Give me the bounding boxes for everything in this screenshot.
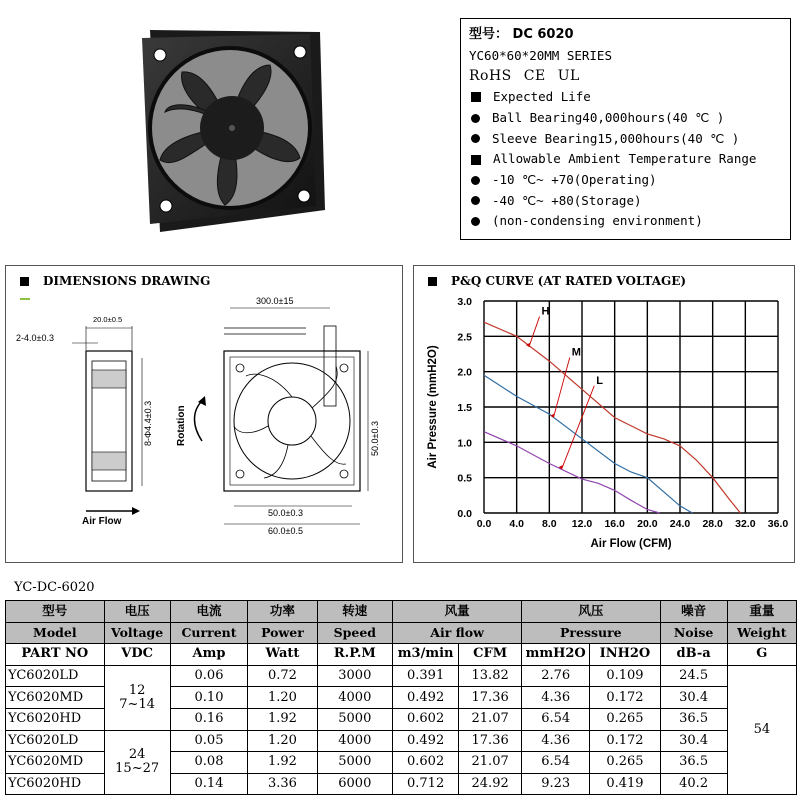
header-en: Weight bbox=[727, 622, 796, 644]
x-tick-label: 32.0 bbox=[735, 518, 756, 530]
series-label: YC-DC-6020 bbox=[14, 580, 95, 595]
pq-chart bbox=[414, 266, 794, 562]
header-en: Voltage bbox=[104, 622, 170, 644]
series-line-M bbox=[484, 375, 692, 513]
dim-label-width: 20.0±0.5 bbox=[93, 315, 123, 324]
header-en: Air flow bbox=[393, 622, 522, 644]
unit-cell: Watt bbox=[248, 644, 317, 666]
dimensions-drawing bbox=[6, 266, 402, 562]
dim-label-overall: 60.0±0.5 bbox=[268, 526, 303, 536]
header-cn: 功率 bbox=[248, 601, 317, 623]
x-tick-label: 36.0 bbox=[767, 518, 789, 530]
unit-cell: INH2O bbox=[590, 644, 660, 666]
header-cn: 噪音 bbox=[660, 601, 727, 623]
series-annotation-L: L bbox=[596, 374, 603, 387]
series-line-H bbox=[484, 322, 740, 513]
dot-bullet-icon bbox=[471, 176, 480, 185]
spec-box bbox=[460, 18, 791, 240]
spec-item: Expected Life bbox=[493, 89, 591, 105]
y-tick-label: 1.5 bbox=[457, 402, 472, 414]
x-axis-label: Air Flow (CFM) bbox=[590, 538, 672, 550]
rotation-label: Rotation bbox=[176, 405, 187, 446]
header-cn: 重量 bbox=[727, 601, 796, 623]
cert-ul: UL bbox=[557, 68, 580, 85]
fan-photo bbox=[120, 10, 330, 240]
unit-cell: m3/min bbox=[393, 644, 459, 666]
dot-bullet-icon bbox=[471, 134, 480, 143]
pq-title: P&Q CURVE (AT RATED VOLTAGE) bbox=[428, 274, 686, 288]
y-tick-label: 0.5 bbox=[457, 472, 472, 485]
cert-rohs: RoHS bbox=[469, 68, 512, 85]
dim-label-mount: 8-Φ4.4±0.3 bbox=[143, 400, 153, 446]
x-tick-label: 12.0 bbox=[571, 518, 593, 530]
x-tick-label: 28.0 bbox=[702, 518, 723, 530]
header-cn: 风压 bbox=[522, 601, 660, 623]
header-en: Speed bbox=[317, 622, 393, 644]
cert-list bbox=[469, 66, 782, 87]
dim-label-hole-spacing-v: 50.0±0.3 bbox=[370, 421, 380, 456]
header-en: Current bbox=[170, 622, 248, 644]
header-cn: 电压 bbox=[104, 601, 170, 623]
header-en: Pressure bbox=[522, 622, 660, 644]
square-bullet-icon bbox=[471, 155, 481, 165]
table-row: YC6020HD 0.16 1.92 5000 0.602 21.07 6.54 0.265 36.5 bbox=[6, 708, 797, 730]
dimensions-title: DIMENSIONS DRAWING bbox=[20, 274, 210, 288]
series-line: YC60*60*20MM SERIES bbox=[469, 47, 612, 63]
header-cn: 风量 bbox=[393, 601, 522, 623]
table-row: YC6020MD 0.10 1.20 4000 0.492 17.36 4.36 0.172 30.4 bbox=[6, 687, 797, 709]
dim-label-hole-spacing-h: 50.0±0.3 bbox=[268, 508, 303, 518]
cert-ce: CE bbox=[523, 68, 546, 85]
dim-label-cable: 300.0±15 bbox=[256, 296, 294, 306]
spec-item: -10 ℃~ +70(Operating) bbox=[492, 171, 657, 187]
series-annotation-H: H bbox=[541, 305, 550, 318]
pq-panel bbox=[413, 265, 795, 563]
dim-label-hole: 2-4.0±0.3 bbox=[16, 333, 54, 343]
x-tick-label: 20.0 bbox=[637, 518, 658, 530]
unit-cell: dB-a bbox=[660, 644, 727, 666]
spec-item: Ball Bearing40,000hours(40 ℃ ) bbox=[492, 109, 725, 125]
airflow-label: Air Flow bbox=[82, 516, 122, 527]
model-line: 型号： DC 6020 bbox=[469, 27, 574, 42]
annotation-leader bbox=[529, 317, 540, 347]
unit-cell: CFM bbox=[459, 644, 522, 666]
header-en: Power bbox=[248, 622, 317, 644]
table-row: YC6020MD 0.08 1.92 5000 0.602 21.07 6.54 0.265 36.5 bbox=[6, 752, 797, 774]
x-tick-label: 24.0 bbox=[669, 518, 691, 530]
unit-cell: G bbox=[727, 644, 796, 666]
square-bullet-icon bbox=[471, 92, 481, 102]
spec-item: -40 ℃~ +80(Storage) bbox=[492, 192, 642, 208]
unit-cell: mmH2O bbox=[522, 644, 590, 666]
x-tick-label: 16.0 bbox=[604, 518, 625, 530]
spec-item: Allowable Ambient Temperature Range bbox=[493, 151, 757, 167]
unit-cell: VDC bbox=[104, 644, 170, 666]
y-tick-label: 2.5 bbox=[457, 331, 472, 344]
table-row: YC6020LD 24 15~27 0.05 1.20 4000 0.492 17.36 4.36 0.172 30.4 bbox=[6, 730, 797, 752]
dot-bullet-icon bbox=[471, 114, 480, 123]
unit-cell: R.P.M bbox=[317, 644, 393, 666]
voltage-group-12: 12 7~14 bbox=[104, 665, 170, 730]
y-axis-label: Air Pressure (mmH2O) bbox=[427, 345, 439, 469]
spec-table bbox=[5, 600, 797, 795]
header-cn: 电流 bbox=[170, 601, 248, 623]
header-en: Noise bbox=[660, 622, 727, 644]
y-tick-label: 3.0 bbox=[457, 296, 472, 308]
header-cn: 型号 bbox=[6, 601, 105, 623]
table-row: YC6020LD 12 7~14 0.06 0.72 3000 0.391 13.82 2.76 0.109 24.5 54 bbox=[6, 665, 797, 687]
x-tick-label: 0.0 bbox=[476, 518, 492, 530]
y-tick-label: 1.0 bbox=[457, 437, 472, 450]
series-annotation-M: M bbox=[571, 346, 581, 359]
unit-cell: PART NO bbox=[6, 644, 105, 666]
x-tick-label: 8.0 bbox=[542, 518, 557, 530]
y-tick-label: 0.0 bbox=[457, 508, 472, 520]
spec-item: Sleeve Bearing15,000hours(40 ℃ ) bbox=[492, 130, 740, 146]
y-tick-label: 2.0 bbox=[457, 366, 472, 379]
spec-item: (non-condensing environment) bbox=[492, 213, 703, 229]
dimensions-panel bbox=[5, 265, 403, 563]
x-tick-label: 4.0 bbox=[509, 518, 524, 530]
header-cn: 转速 bbox=[317, 601, 393, 623]
header-en: Model bbox=[6, 622, 105, 644]
unit-cell: Amp bbox=[170, 644, 248, 666]
table-row: YC6020HD 0.14 3.36 6000 0.712 24.92 9.23 0.419 40.2 bbox=[6, 773, 797, 795]
dot-bullet-icon bbox=[471, 196, 480, 205]
dot-bullet-icon bbox=[471, 217, 480, 226]
voltage-group-24: 24 15~27 bbox=[104, 730, 170, 795]
weight-cell: 54 bbox=[727, 665, 796, 795]
